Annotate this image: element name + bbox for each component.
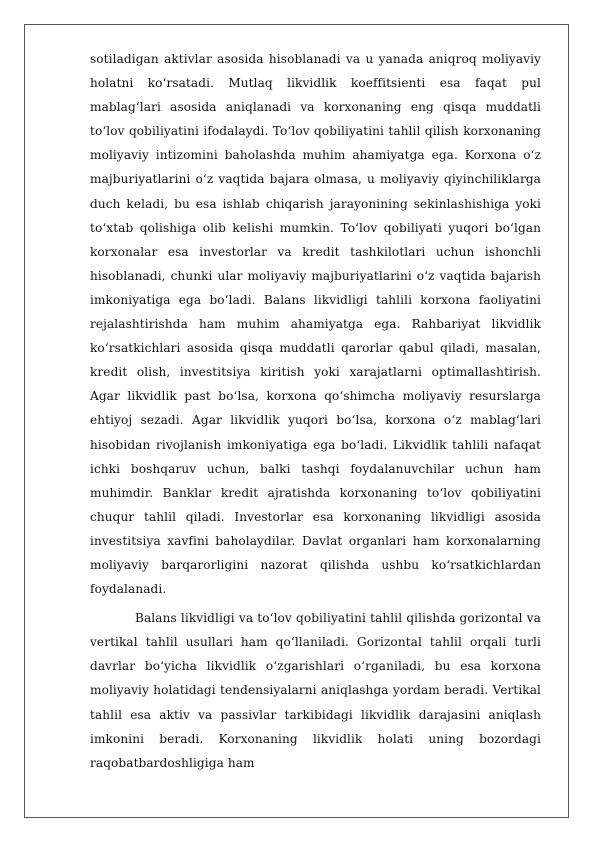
document-body	[90, 47, 541, 775]
paragraph: Balans likvidligi va to‘lov qobiliyatini tahlil qilishda gorizontal va vertikal tahlil usullari ham qo‘llaniladi. Gorizontal tahlil orqali turli davrlar bo‘yicha likvidlik o‘zgarishlari o‘rganiladi, bu esa korxona moliyaviy holatidagi tendensiyalarni aniqlashga yordam beradi. Vertikal tahlil esa aktiv va passivlar tarkibidagi likvidlik darajasini aniqlash imkonini beradi. Korxonaning likvidlik holati uning bozordagi raqobatbardoshligiga ham	[90, 611, 541, 770]
paragraph: sotiladigan aktivlar asosida hisoblanadi va u yanada aniqroq moliyaviy holatni ko‘rsatadi. Mutlaq likvidlik koeffitsienti esa faqat pul mablag‘lari asosida aniqlanadi va korxonaning eng qisqa muddatli to‘lov qobiliyatini ifodalaydi. To‘lov qobiliyatini tahlil qilish korxonaning moliyaviy intizomini baholashda muhim ahamiyatga ega. Korxona o‘z majburiyatlarini o‘z vaqtida bajara olmasa, u moliyaviy qiyinchiliklarga duch keladi, bu esa ishlab chiqarish jarayonining sekinlashishiga yoki to‘xtab qolishiga olib kelishi mumkin. To‘lov qobiliyati yuqori bo‘lgan korxonalar esa investorlar va kredit tashkilotlari uchun ishonchli hisoblanadi, chunki ular moliyaviy majburiyatlarini o‘z vaqtida bajarish imkoniyatiga ega bo‘ladi. Balans likvidligi tahlili korxona faoliyatini rejalashtirishda ham muhim ahamiyatga ega. Rahbariyat likvidlik ko‘rsatkichlari asosida qisqa muddatli qarorlar qabul qiladi, masalan, kredit olish, investitsiya kiritish yoki xarajatlarni optimallashtirish. Agar likvidlik past bo‘lsa, korxona qo‘shimcha moliyaviy resurslarga ehtiyoj sezadi. Agar likvidlik yuqori bo‘lsa, korxona o‘z mablag‘lari hisobidan rivojlanish imkoniyatiga ega bo‘ladi. Likvidlik tahlili nafaqat ichki boshqaruv uchun, balki tashqi foydalanuvchilar uchun ham muhimdir. Banklar kredit ajratishda korxonaning to‘lov qobiliyatini chuqur tahlil qiladi. Investorlar esa korxonaning likvidligi asosida investitsiya xavfini baholaydilar. Davlat organlari ham korxonalarning moliyaviy barqarorligini nazorat qilishda ushbu ko‘rsatkichlardan foydalanadi.	[90, 52, 541, 597]
